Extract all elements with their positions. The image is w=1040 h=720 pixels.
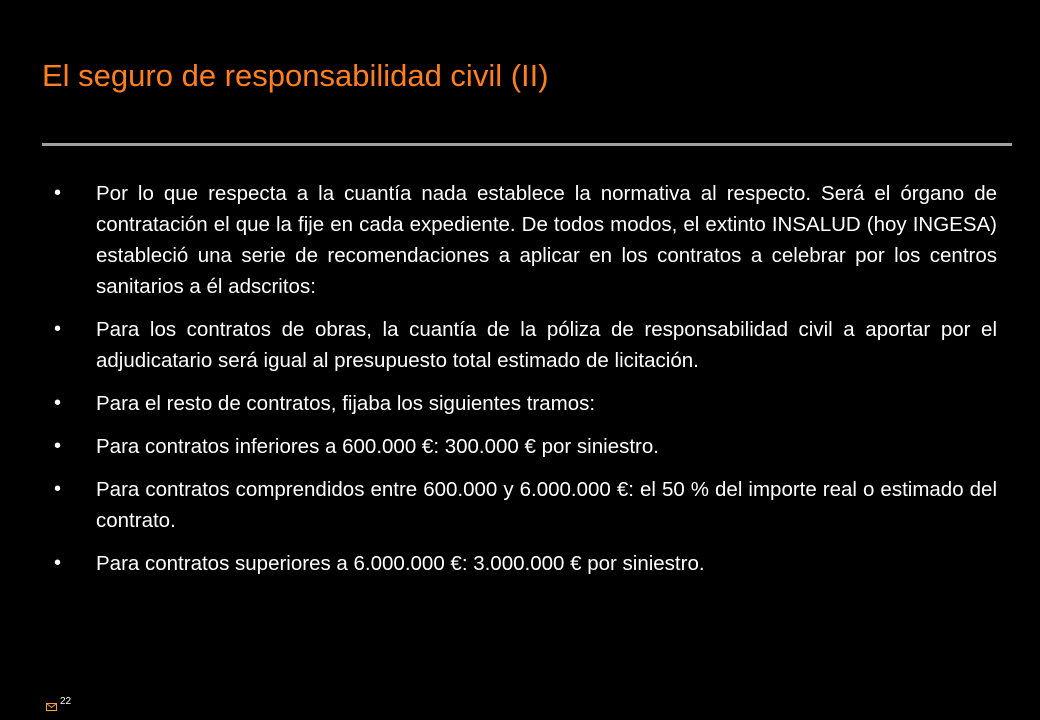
bullet-text: Para el resto de contratos, fijaba los siguientes tramos: bbox=[96, 392, 596, 415]
bullet-text: Para contratos inferiores a 600.000 €: 300.000 € por siniestro. bbox=[96, 435, 659, 458]
slide-title: El seguro de responsabilidad civil (II) bbox=[42, 58, 549, 93]
bullet-list bbox=[54, 178, 997, 579]
bullet-marker: • bbox=[54, 552, 62, 574]
bullet-item bbox=[54, 548, 997, 579]
slide-footer bbox=[46, 695, 71, 709]
bullet-marker: • bbox=[54, 318, 62, 340]
bullet-text: Por lo que respecta a la cuantía nada establece la normativa al respecto. Será el órgano de contratación el que la fije en cada expediente. De todos modos, el extinto INSALUD (hoy INGESA) estableció una serie de recomendaciones a aplicar en los contratos a celebrar por los centros sanitarios a él adscritos: bbox=[96, 182, 997, 298]
title-divider bbox=[42, 143, 1012, 146]
bullet-item bbox=[54, 388, 997, 419]
bullet-marker: • bbox=[54, 182, 62, 204]
bullet-item bbox=[54, 314, 997, 376]
bullet-marker: • bbox=[54, 478, 62, 500]
page-number: 22 bbox=[60, 696, 72, 707]
bullet-item bbox=[54, 178, 997, 302]
bullet-item bbox=[54, 431, 997, 462]
bullet-text: Para contratos superiores a 6.000.000 €: 3.000.000 € por siniestro. bbox=[96, 552, 705, 575]
envelope-icon bbox=[46, 698, 57, 706]
bullet-text: Para los contratos de obras, la cuantía de la póliza de responsabilidad civil a aportar por el adjudicatario será igual al presupuesto total estimado de licitación. bbox=[96, 318, 997, 372]
bullet-text: Para contratos comprendidos entre 600.000 y 6.000.000 €: el 50 % del importe real o estimado del contrato. bbox=[96, 478, 997, 532]
bullet-item bbox=[54, 474, 997, 536]
bullet-marker: • bbox=[54, 392, 62, 414]
bullet-marker: • bbox=[54, 435, 62, 457]
